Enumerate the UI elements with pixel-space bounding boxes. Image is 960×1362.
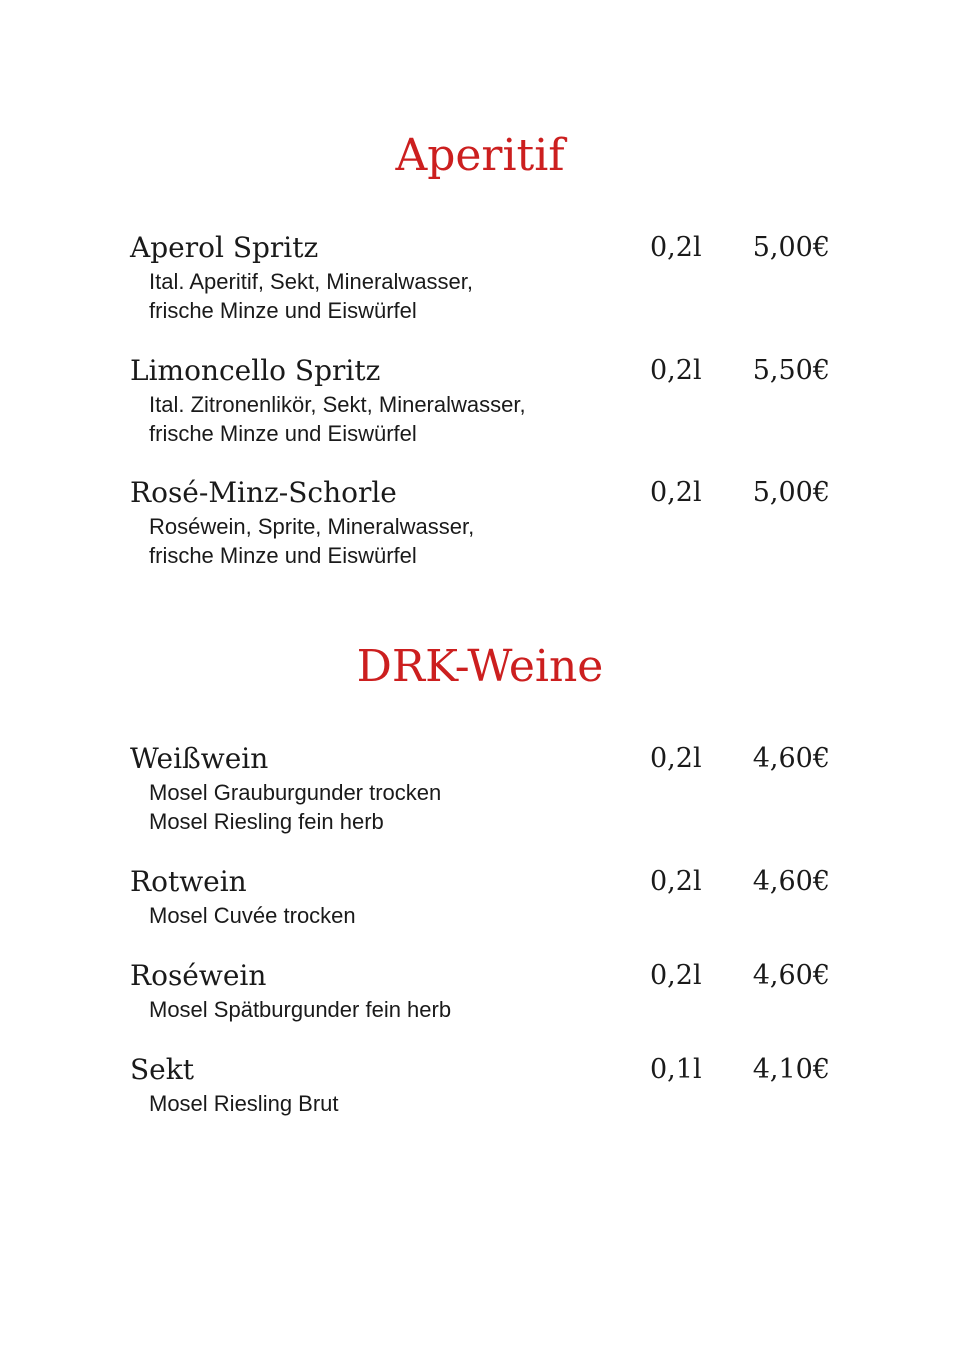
item-description xyxy=(149,267,830,325)
menu-item-weisswein xyxy=(130,742,830,836)
item-description xyxy=(149,995,830,1024)
item-price: 4,10€ xyxy=(752,1054,830,1085)
item-description xyxy=(149,901,830,930)
section-title-drk-weine: DRK-Weine xyxy=(356,641,604,692)
item-size: 0,2l xyxy=(650,743,702,774)
menu-item-sekt xyxy=(130,1053,830,1118)
item-price: 4,60€ xyxy=(752,866,830,897)
item-description xyxy=(149,390,830,448)
menu-item-rotwein xyxy=(130,865,830,930)
item-description-line: Mosel Grauburgunder trocken xyxy=(149,780,442,805)
section-title-aperitif: Aperitif xyxy=(395,130,565,181)
item-name: Limoncello Spritz xyxy=(130,354,381,387)
item-description xyxy=(149,1089,830,1118)
item-size: 0,1l xyxy=(650,1054,702,1085)
item-size: 0,2l xyxy=(650,232,702,263)
menu-item-aperol-spritz xyxy=(130,231,830,325)
item-description-line: Mosel Riesling Brut xyxy=(149,1091,339,1116)
item-name: Sekt xyxy=(130,1053,194,1086)
item-size: 0,2l xyxy=(650,960,702,991)
item-description-line: Ital. Zitronenlikör, Sekt, Mineralwasser, xyxy=(149,392,526,417)
item-description-line: Mosel Riesling fein herb xyxy=(149,809,384,834)
menu-item-rosewein xyxy=(130,959,830,1024)
item-price: 5,00€ xyxy=(752,232,830,263)
item-price: 5,50€ xyxy=(752,355,830,386)
item-price: 4,60€ xyxy=(752,960,830,991)
item-description xyxy=(149,778,830,836)
item-name: Aperol Spritz xyxy=(130,231,319,264)
item-description-line: frische Minze und Eiswürfel xyxy=(149,421,417,446)
item-price: 4,60€ xyxy=(752,743,830,774)
item-price: 5,00€ xyxy=(752,477,830,508)
item-description-line: Mosel Spätburgunder fein herb xyxy=(149,997,452,1022)
item-name: Weißwein xyxy=(130,742,269,775)
menu-item-rose-minz-schorle xyxy=(130,476,830,570)
item-description-line: frische Minze und Eiswürfel xyxy=(149,298,417,323)
item-description xyxy=(149,512,830,570)
item-size: 0,2l xyxy=(650,477,702,508)
item-name: Rotwein xyxy=(130,865,247,898)
item-size: 0,2l xyxy=(650,866,702,897)
item-size: 0,2l xyxy=(650,355,702,386)
item-description-line: Ital. Aperitif, Sekt, Mineralwasser, xyxy=(149,269,474,294)
item-name: Roséwein xyxy=(130,959,267,992)
menu-item-limoncello-spritz xyxy=(130,354,830,448)
item-description-line: Roséwein, Sprite, Mineralwasser, xyxy=(149,514,475,539)
item-description-line: Mosel Cuvée trocken xyxy=(149,903,356,928)
item-name: Rosé-Minz-Schorle xyxy=(130,476,397,509)
item-description-line: frische Minze und Eiswürfel xyxy=(149,543,417,568)
